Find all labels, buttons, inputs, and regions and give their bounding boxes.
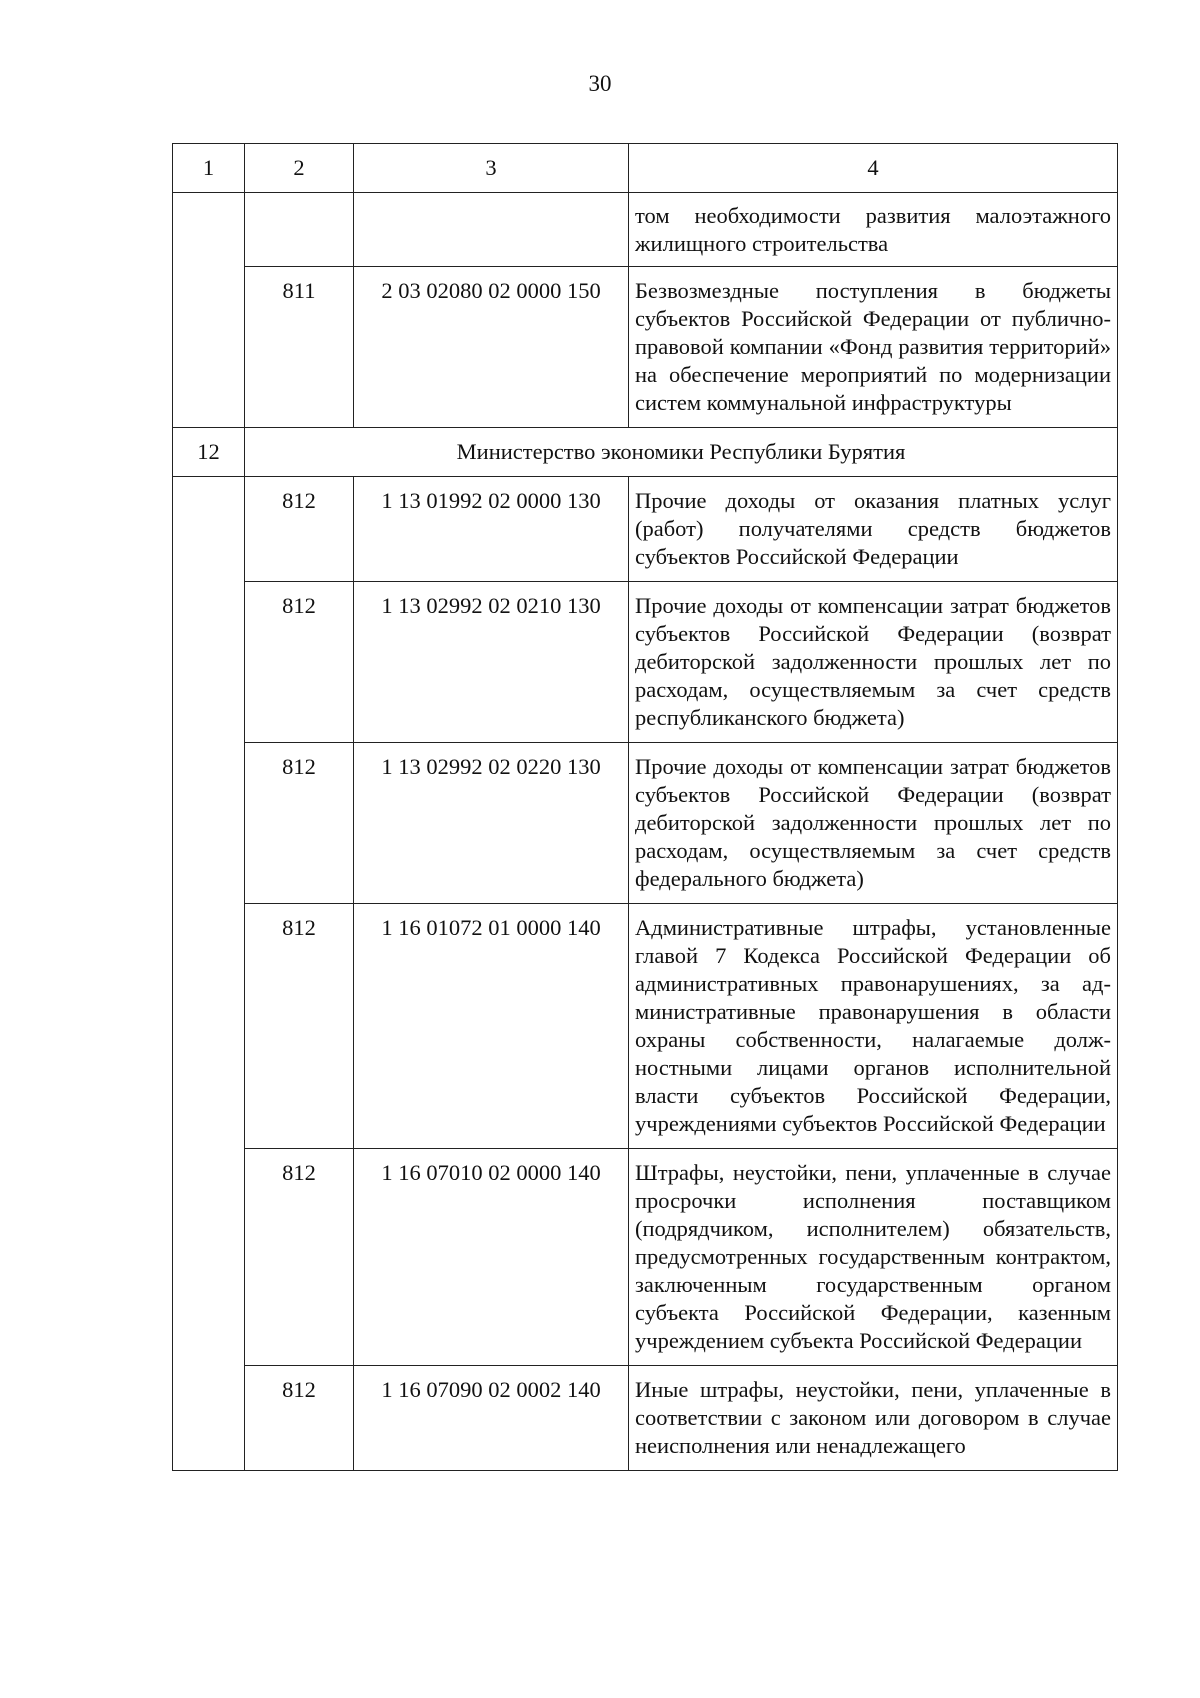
description-cell: Штрафы, неустойки, пени, уплаченные в случае просрочки исполнения поставщиком (подрядчиком, исполнителем) обязательств, предусмотренных государственным контрактом, заключенным государственным органом субъекта Российской Федерации, казенным учреждением субъекта Российской Федерации [629,1149,1118,1366]
table-row [173,267,1118,428]
admin-code-cell: 812 [245,1149,354,1366]
section-number-cell-empty [173,477,245,1471]
description-cell: Прочие доходы от компенсации затрат бюджетов субъектов Российской Федерации (возврат дебиторской задолженности прошлых лет по расходам, осуществляемым за счет средств республиканского бюджета) [629,582,1118,743]
description-cell: Иные штрафы, неустойки, пени, уплаченные в соответствии с законом или договором в случае неисполнения или ненадлежащего [629,1366,1118,1471]
admin-code-cell: 812 [245,582,354,743]
admin-code-cell: 812 [245,477,354,582]
header-col-3: 3 [354,144,629,193]
admin-code-cell: 812 [245,743,354,904]
revenue-code-cell: 1 13 02992 02 0220 130 [354,743,629,904]
revenue-code-cell: 1 16 01072 01 0000 140 [354,904,629,1149]
description-cell: Прочие доходы от компенсации затрат бюджетов субъектов Российской Федерации (возврат дебиторской задолженности прошлых лет по расходам, осуществляемым за счет средств федерального бюджета) [629,743,1118,904]
revenue-codes-table [172,143,1118,1471]
table-row [173,477,1118,582]
revenue-code-cell: 1 16 07090 02 0002 140 [354,1366,629,1471]
page-number: 30 [588,71,612,96]
section-number-cell-empty [173,193,245,428]
revenue-code-cell [354,193,629,267]
revenue-code-cell: 1 13 02992 02 0210 130 [354,582,629,743]
header-col-2: 2 [245,144,354,193]
table-row [173,1149,1118,1366]
section-row [173,428,1118,477]
table-row [173,1366,1118,1471]
description-cell: Безвозмездные поступления в бюджеты субъектов Российской Федерации от публично-правовой компании «Фонд развития территорий» на обеспечение мероприятий по модернизации систем коммунальной инфраструктуры [629,267,1118,428]
table-row [173,193,1118,267]
admin-code-cell: 812 [245,1366,354,1471]
description-cell: Административные штрафы, установленные главой 7 Кодекса Российской Федерации об административных правонарушениях, за административные правонарушения в области охраны собственности, налагаемые должностными лицами органов исполнительной власти субъектов Российской Федерации, учреждениями субъектов Российской Федерации [629,904,1118,1149]
description-cell: Прочие доходы от оказания платных услуг (работ) получателями средств бюджетов субъектов Российской Федерации [629,477,1118,582]
table-row [173,904,1118,1149]
revenue-code-cell: 2 03 02080 02 0000 150 [354,267,629,428]
table-row [173,743,1118,904]
admin-code-cell [245,193,354,267]
header-col-4: 4 [629,144,1118,193]
revenue-code-cell: 1 13 01992 02 0000 130 [354,477,629,582]
description-cell: том необходимости развития малоэтажного жилищного строительства [629,193,1118,267]
table-row [173,582,1118,743]
section-number: 12 [173,428,245,477]
header-col-1: 1 [173,144,245,193]
admin-code-cell: 812 [245,904,354,1149]
admin-code-cell: 811 [245,267,354,428]
table-header-row [173,144,1118,193]
section-title: Министерство экономики Республики Бурятия [245,428,1118,477]
revenue-code-cell: 1 16 07010 02 0000 140 [354,1149,629,1366]
